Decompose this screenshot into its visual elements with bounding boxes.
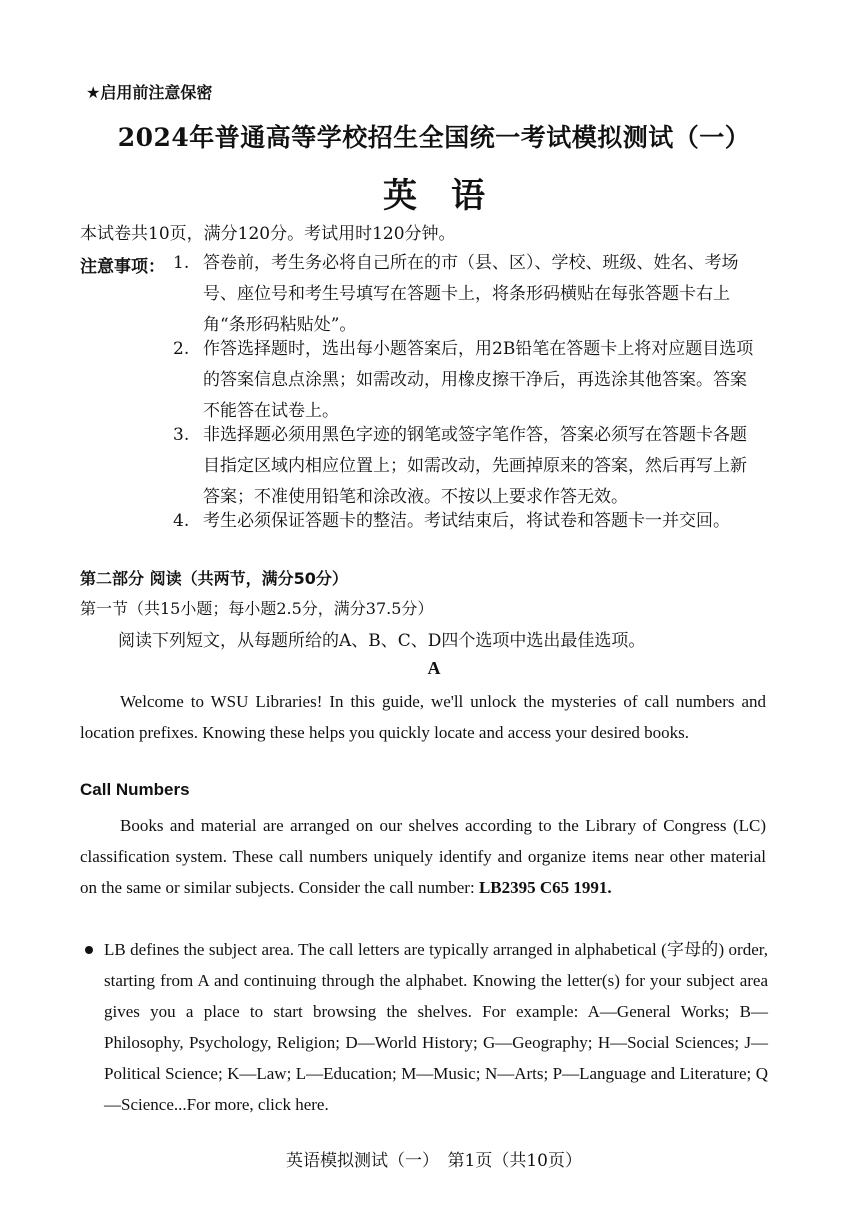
note-number: 1. bbox=[173, 253, 190, 273]
note-number: 4. bbox=[173, 511, 190, 531]
passage-letter: A bbox=[427, 658, 441, 678]
notes-label: 注意事项： bbox=[80, 257, 165, 277]
section-heading: 第一节（共15小题；每小题2.5分，满分37.5分） bbox=[80, 599, 434, 618]
note-number: 2. bbox=[173, 339, 190, 359]
call-numbers-heading: Call Numbers bbox=[80, 780, 190, 799]
note-item bbox=[173, 248, 773, 341]
note-item bbox=[173, 420, 773, 513]
note-item bbox=[173, 506, 773, 537]
note-text: 答卷前，考生务必将自己所在的市（县、区）、学校、班级、姓名、考场号、座位号和考生号填写在答题卡上，将条形码横贴在每张答题卡右上角“条形码粘贴处”。 bbox=[203, 253, 739, 335]
exam-intro: 本试卷共10页，满分120分。考试用时120分钟。 bbox=[80, 224, 456, 244]
part-heading: 第二部分 阅读（共两节，满分50分） bbox=[80, 569, 348, 588]
bullet-icon bbox=[85, 946, 93, 954]
bullet-paragraph: LB defines the subject area. The call letters are typically arranged in alphabetical (字母的) order, starting from A and continuing through the alphabet. Knowing the letter(s) for your subject area gives you a place to start browsing the shelves. For example: A—General Works; B—Philosophy, Psychology, Religion; D—World History; G—Geography; H—Social Sciences; J—Political Science; K—Law; L—Education; M—Music; N—Arts; P—Language and Literature; Q—Science...For more, click here. bbox=[104, 940, 768, 1114]
paragraph-text: Books and material are arranged on our shelves according to the Library of Congress (LC) classification system. These call numbers uniquely identify and organize items near other material on the same or similar subjects. Consider the call number: bbox=[80, 816, 766, 897]
note-text: 非选择题必须用黑色字迹的钢笔或签字笔作答，答案必须写在答题卡各题目指定区域内相应位置上；如需改动，先画掉原来的答案，然后再写上新答案；不准使用铅笔和涂改液。不按以上要求作答无效。 bbox=[203, 425, 747, 507]
reading-instruction: 阅读下列短文，从每题所给的A、B、C、D四个选项中选出最佳选项。 bbox=[118, 631, 646, 651]
note-text: 作答选择题时，选出每小题答案后，用2B铅笔在答题卡上将对应题目选项的答案信息点涂黑；如需改动，用橡皮擦干净后，再选涂其他答案。答案不能答在试卷上。 bbox=[203, 339, 754, 421]
subject-title: 英语 bbox=[383, 176, 519, 216]
call-number-example: LB2395 C65 1991. bbox=[478, 878, 612, 897]
passage-paragraph: Welcome to WSU Libraries! In this guide, we'll unlock the mysteries of call numbers and location prefixes. Knowing these helps you quickly locate and access your desired books. bbox=[80, 692, 766, 742]
note-item bbox=[173, 334, 773, 427]
note-text: 考生必须保证答题卡的整洁。考试结束后，将试卷和答题卡一并交回。 bbox=[203, 511, 730, 531]
confidential-mark: ★启用前注意保密 bbox=[86, 83, 213, 102]
passage-paragraph bbox=[80, 810, 766, 903]
exam-title: 2024年普通高等学校招生全国统一考试模拟测试（一） bbox=[117, 123, 751, 152]
note-number: 3. bbox=[173, 425, 190, 445]
page-footer: 英语模拟测试（一） 第1页（共10页） bbox=[286, 1151, 582, 1171]
